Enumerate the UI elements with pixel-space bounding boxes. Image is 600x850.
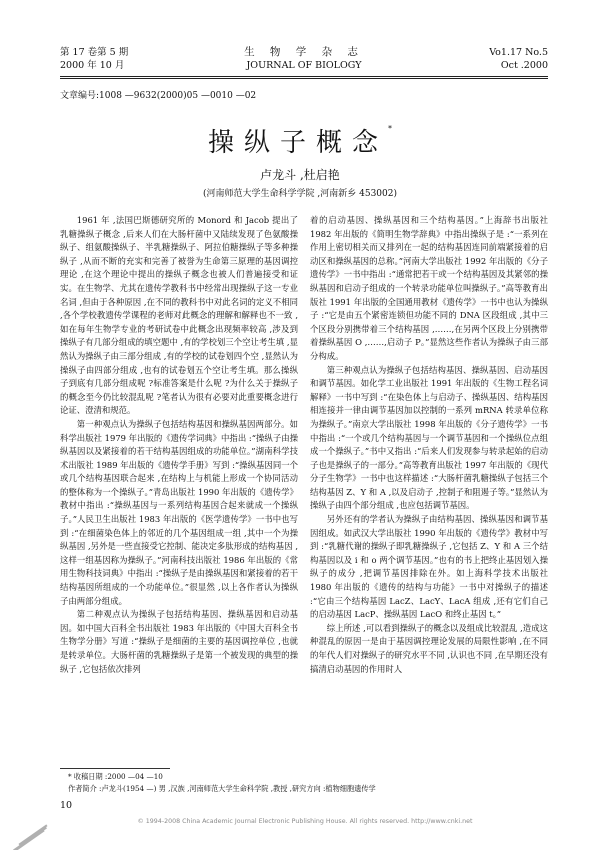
header-rule-bottom (60, 78, 548, 79)
article-title-text: 操纵子概念 (207, 128, 388, 158)
footnote-author-bio: 作者简介 :卢龙斗(1954 —) 男 ,汉族 ,河南师范大学生命科学院 ,教授 ,研究方向 :植物细胞遗传学 (68, 784, 376, 793)
footnote-divider (60, 768, 170, 769)
copyright-notice: © 1994-2008 China Academic Journal Electronic Publishing House. All rights reserved. http://www.cnki.net (137, 818, 473, 825)
paragraph: 1961 年 ,法国巴斯德研究所的 Monord 和 Jacob 提出了乳糖操纵子概念 ,后来人们在大肠杆菌中又陆续发现了色氨酸操纵子、组氨酸操纵子、半乳糖操纵子、阿拉伯糖操纵子等多种操纵子 ,从而不断的充实和完善了被誉为生命第三原理的基因调控理论 ,在这个理论中提出的操纵子概念也被人们普遍接受和证实。在生物学、尤其在遗传学教科书中经常出现操纵子这一专业名词 ,但由于各种原因 ,在不同的教科书中对此名词的定义不相同 ,各个学校教遗传学课程的老师对此概念的理解和解释也不一致 ,如在每年生物学专业的考研试卷中此概念出现频率较高 ,涉及到操纵子有几部分组成的填空题中 ,有的学校划三个空让考生填 ,显然认为操纵子由三部分组成 ,有的学校的试卷划四个空 ,显然认为操纵子由四部分组成 ,也有的试卷划五个空让考生填。那么操纵子到底有几部分组成呢 ?标准答案是什么呢 ?为什么关于操纵子的概念至今仍比较混乱呢 ?笔者认为很有必要对此重要概念进行论证、澄清和规范。 (60, 215, 298, 416)
page-number: 10 (60, 800, 73, 811)
title-footnote-mark: * (388, 124, 392, 133)
header-journal (60, 46, 548, 72)
header-journal-cn: 生 物 学 杂 志 (244, 46, 364, 58)
article-number: 文章编号:1008 —9632(2000)05 —0010 —02 (60, 91, 257, 101)
paragraph: 第三种观点认为操纵子包括结构基因、操纵基因、启动基因和调节基因。如化学工业出版社 1991 年出版的《生物工程名词解释》一书中写到 :“在染色体上与启动子、操纵基因、结构基因相连接并一律由调节基因加以控制的一系列 mRNA 转录单位称为操纵子。”南京大学出版社 1998 年出版的《分子遗传学》一书中指出 :“一个或几个结构基因与一个调节基因和一个操纵位点组成一个操纵子。”书中又指出 :“后来人们发现参与转录起始的启动子也是操纵子的一部分。”高等教育出版社 1997 年出版的《现代分子生物学》一书中也这样描述 :“大肠杆菌乳糖操纵子包括三个结构基因 Z、Y 和 A ,以及启动子 ,控制子和阻遏子等。”显然认为操纵子由四个部分组成 ,也应包括调节基因。 (310, 364, 548, 511)
publisher-logo-icon (0, 802, 54, 850)
paragraph: 另外还有的学者认为操纵子由结构基因、操纵基因和调节基因组成。如武汉大学出版社 1990 年出版的《遗传学》教材中写到 :“乳糖代谢的操纵子即乳糖操纵子 ,它包括 Z、Y 和 A 三个结构基因以及 i 和 o 两个调节基因。”也有的书上把终止基因划入操纵子的成分 ,把调节基因排除在外。如上海科学技术出版社 1980 年出版的《遗传的结构与功能》一书中对操纵子的描述 :“它由三个结构基因 LacZ、LacY、LacA 组成 ,还有它们自己的启动基因 LacP、操纵基因 LacO 和终止基因 t。” (310, 514, 548, 620)
header-volume-issue: 第 17 卷第 5 期 (60, 47, 129, 58)
header-date-en: Oct .2000 (500, 60, 548, 71)
header-date: 2000 年 10 月 (60, 60, 125, 71)
paragraph: 第二种观点认为操纵子包括结构基因、操纵基因和启动基因。如中国大百科全书出版社 1983 年出版的《中国大百科全书 生物学分册》写道 :“操纵子是细菌的主要的基因调控单位 ,也就是转录单位。大肠杆菌的乳糖操纵子是第一个被发现的典型的操纵子 ,它包括依次排列 (60, 609, 298, 674)
paragraph: 第一种观点认为操纵子包括结构基因和操纵基因两部分。如科学出版社 1979 年出版的《遗传学词典》中指出 :“操纵子由操纵基因以及紧接着的若干结构基因组成的功能单位。”湖南科学技术出版社 1989 年出版的《遗传学手册》写到 :“操纵基因同一个或几个结构基因联合起来 ,在结构上与机能上形成一个协同活动的整体称为一个操纵子。”青岛出版社 1990 年出版的《遗传学》教材中指出 :“操纵基因与一系列结构基因合起来就成一个操纵子。”人民卫生出版社 1983 年出版的《医学遗传学》一书中也写到 :“在细菌染色体上的邻近的几个基因组成一组 ,其中一个为操纵基因 ,另外是一些直接受它控制、能决定多肽形成的结构基因 ,这样一组基因称为操纵子。”河南科技出版社 1986 年出版的《常用生物科技词典》中指出 :“操纵子是由操纵基因和紧接着的若干结构基因所组成的一个功能单位。”很显然 ,以上各作者认为操纵子由两部分组成。 (60, 418, 298, 606)
running-header (60, 46, 548, 76)
left-column (60, 214, 298, 762)
footnote-received: * 收稿日期 :2000 —04 —10 (68, 772, 163, 781)
header-volume-en (489, 46, 548, 72)
article-title (0, 122, 600, 159)
header-journal-en: JOURNAL OF BIOLOGY (246, 60, 362, 71)
author-affiliation: (河南师范大学生命科学学院 ,河南新乡 453002) (203, 189, 397, 199)
paragraph: 着的启动基因、操纵基因和三个结构基因。”上海辞书出版社 1982 年出版的《简明生物学辞典》中指出操纵子是 :“一系列在作用上密切相关而又排列在一起的结构基因连同前端紧接着的启动区和操纵基因的总称。”河南大学出版社 1992 年出版的《分子遗传学》一书中指出 :“通常把若干或一个结构基因及其紧邻的操纵基因和启动子组成的一个转录功能单位叫操纵子。”高等教育出版社 1991 年出版的全国通用教材《遗传学》一书中也认为操纵子 :“它是由五个紧密连锁但功能不同的 DNA 区段组成 ,其中三个区段分别携带着三个结构基因 ,……,在另两个区段上分别携带着操纵基因 O ,……,启动子 P。”显然这些作者认为操纵子由三部分构成。 (310, 215, 548, 361)
header-vol-no: Vo1.17 No.5 (489, 47, 548, 58)
article-authors: 卢龙斗 ,杜启艳 (260, 168, 340, 182)
paragraph: 综上所述 ,可以看到操纵子的概念以及组成比较混乱 ,造成这种混乱的原因一是由于基因调控理论发展的局限性影响 ,在不同的年代人们对操纵子的研究水平不同 ,认识也不同 ,在早期还没有搞清启动基因的作用时人 (310, 622, 548, 674)
header-rule-top (60, 76, 548, 77)
right-column (310, 214, 548, 762)
